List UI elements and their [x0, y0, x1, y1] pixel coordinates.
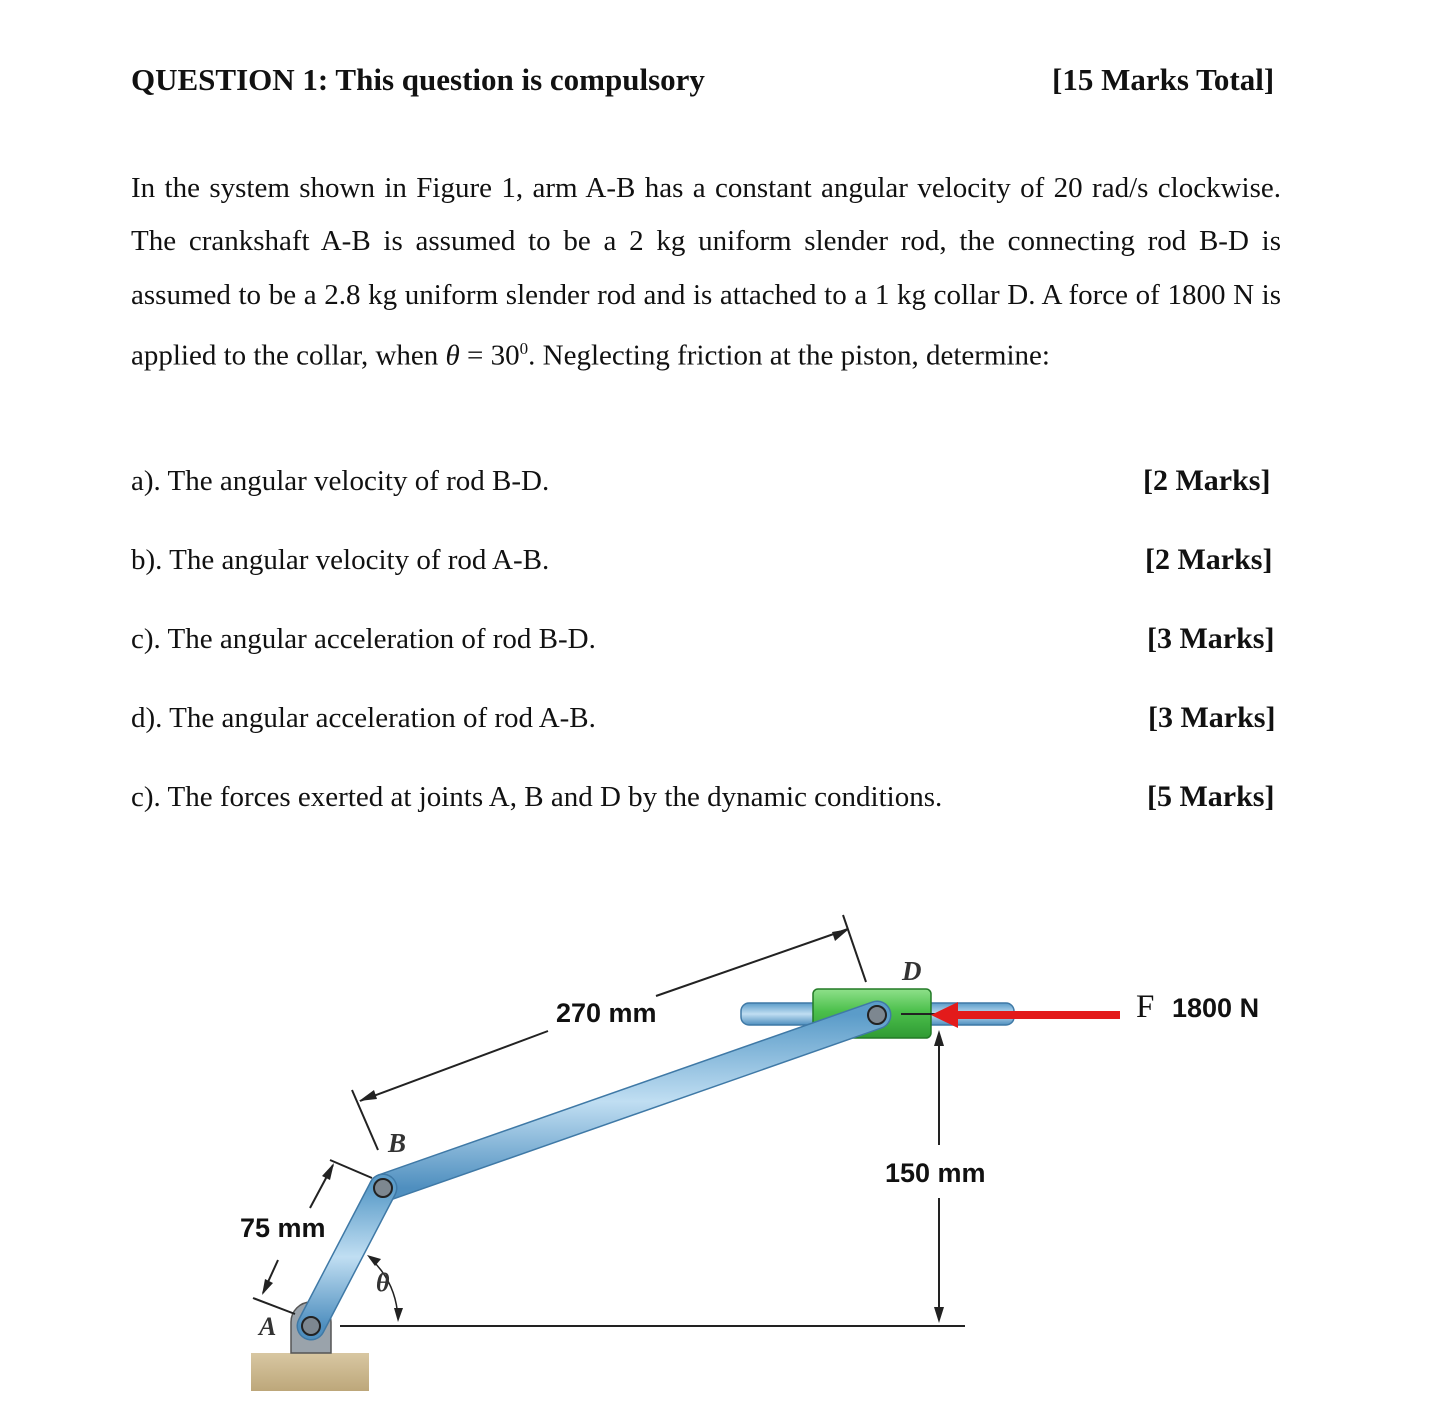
- part-e-text: c). The forces exerted at joints A, B and D by the dynamic conditions.: [131, 781, 943, 813]
- theta-symbol: θ: [445, 339, 460, 372]
- dim-ab-arrow-bottom: [262, 1279, 273, 1295]
- intro-part1: In the system shown in Figure 1, arm A-B has a constant angular velocity of 20 rad/s clockwise. The crankshaft A-B is assumed to be a 2 kg uniform slender rod, the connecting rod B-D is assumed to be a 2.8 kg uniform slender rod and is attached to a 1 kg collar D. A force of 1800 N is applied to the collar, when: [131, 172, 1281, 372]
- part-d-marks: [3 Marks]: [1148, 701, 1276, 734]
- part-b-text: b). The angular velocity of rod A-B.: [131, 544, 550, 576]
- pin-b: [374, 1179, 392, 1197]
- part-c-marks: [3 Marks]: [1147, 622, 1275, 655]
- label-theta: θ: [376, 1268, 390, 1297]
- pin-a: [302, 1317, 320, 1335]
- dim-ab-ext-b: [330, 1160, 372, 1178]
- degree-superscript: 0: [519, 338, 529, 358]
- label-d: D: [902, 956, 922, 986]
- dim-ab-label: 75 mm: [240, 1213, 326, 1243]
- mechanism-figure: [0, 880, 1435, 1415]
- total-marks: [15 Marks Total]: [1052, 62, 1275, 97]
- dim-height-arrow-bottom: [934, 1307, 944, 1323]
- part-c-text: c). The angular acceleration of rod B-D.: [131, 623, 596, 655]
- part-b-marks: [2 Marks]: [1145, 543, 1273, 576]
- dim-bd-arrow-right: [832, 929, 849, 941]
- intro-part2: . Neglecting friction at the piston, determine:: [528, 339, 1050, 372]
- dim-height-arrow-top: [934, 1030, 944, 1046]
- force-value: 1800 N: [1172, 993, 1260, 1023]
- part-a-marks: [2 Marks]: [1143, 464, 1271, 497]
- pin-d: [868, 1006, 886, 1024]
- dim-ab-arrow-top: [322, 1163, 334, 1180]
- dim-bd-ext-d: [843, 915, 866, 982]
- force-symbol: F: [1136, 989, 1155, 1025]
- intro-equals: = 30: [459, 339, 520, 372]
- dim-height-label: 150 mm: [885, 1158, 986, 1188]
- part-a-text: a). The angular velocity of rod B-D.: [131, 465, 550, 497]
- part-d-text: d). The angular acceleration of rod A-B.: [131, 702, 596, 734]
- dim-bd-line-left: [360, 1031, 548, 1101]
- part-e-marks: [5 Marks]: [1147, 780, 1275, 813]
- theta-arrow-top: [367, 1255, 381, 1266]
- theta-arrow-bottom: [394, 1308, 403, 1322]
- dim-bd-line-right: [656, 929, 848, 996]
- rod-bd: [383, 1015, 877, 1188]
- label-a: A: [259, 1312, 277, 1341]
- ground-base: [251, 1353, 369, 1391]
- label-b: B: [388, 1128, 407, 1158]
- dim-bd-arrow-left: [359, 1090, 377, 1101]
- question-title: QUESTION 1: This question is compulsory: [131, 62, 705, 97]
- dim-bd-label: 270 mm: [556, 998, 657, 1028]
- question-intro: [131, 162, 1281, 383]
